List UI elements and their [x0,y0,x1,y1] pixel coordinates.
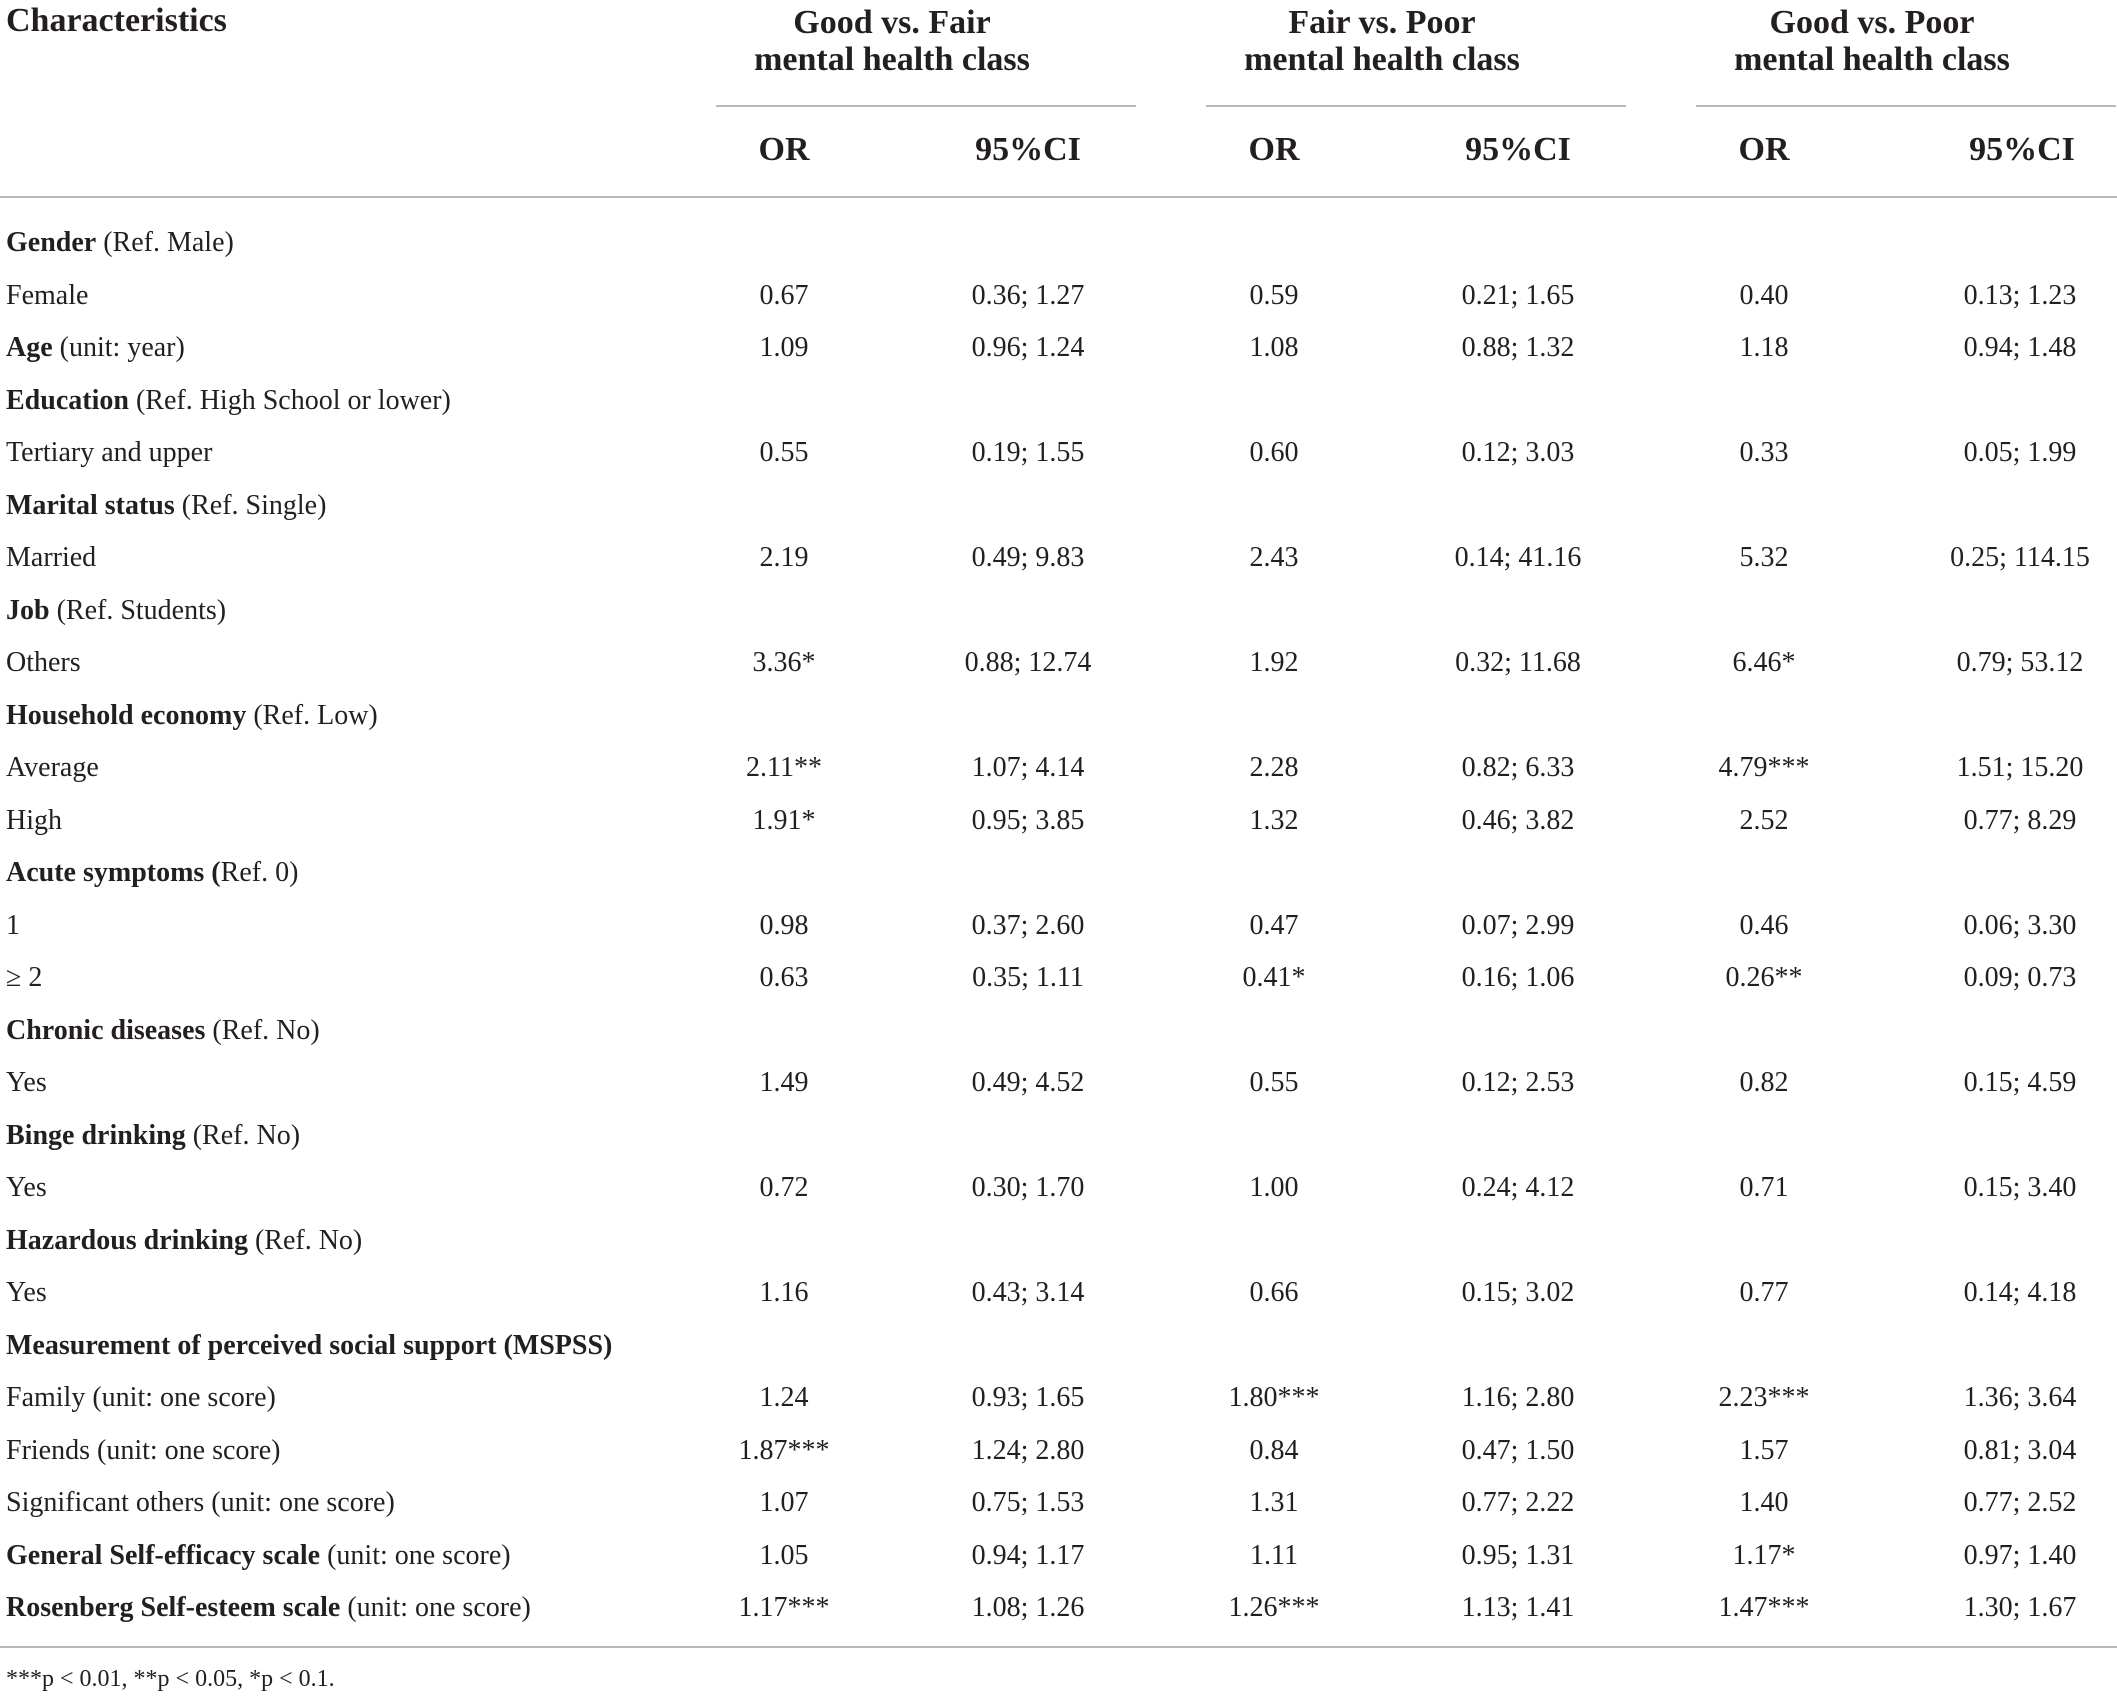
or-value: 0.26** [1725,962,1803,993]
ci-value: 0.21; 1.65 [1461,280,1575,311]
row-label-rest: (unit: one score) [320,1540,511,1571]
row-label: Yes [6,1067,47,1098]
row-label-bold: Hazardous drinking [6,1225,248,1256]
or-value: 0.55 [759,437,809,468]
row-label-bold: Chronic diseases [6,1015,206,1046]
or-value: 1.00 [1249,1172,1299,1203]
group-heading [6,384,451,418]
row-label-rest: (Ref. Single) [174,490,327,521]
or-value: 1.57 [1739,1435,1789,1466]
group-line1: Fair vs. Poor [1288,4,1476,41]
ci-value: 0.79; 53.12 [1956,647,2084,678]
ci-value: 0.09; 0.73 [1963,962,2077,993]
ci-value: 0.75; 1.53 [971,1487,1085,1518]
row-label: Yes [6,1172,47,1203]
group-underline [1206,105,1626,107]
or-value: 0.63 [759,962,809,993]
ci-value: 0.06; 3.30 [1963,910,2077,941]
or-value: 1.18 [1739,332,1789,363]
or-value: 1.09 [759,332,809,363]
ci-value: 0.97; 1.40 [1963,1540,2077,1571]
ci-value: 1.13; 1.41 [1461,1592,1575,1623]
ci-value: 0.12; 2.53 [1461,1067,1575,1098]
header-group-good-vs-poor [1696,4,2048,78]
ci-value: 0.49; 9.83 [971,542,1085,573]
row-label-bold: Marital status [6,490,175,521]
row-label-bold: Rosenberg Self-esteem scale [6,1592,341,1623]
ci-value: 1.36; 3.64 [1963,1382,2077,1413]
group-underline [716,105,1136,107]
row-label-bold: Binge drinking [6,1120,186,1151]
or-value: 2.52 [1739,805,1789,836]
ci-value: 1.30; 1.67 [1963,1592,2077,1623]
header-or: OR [758,131,810,168]
ci-value: 0.81; 3.04 [1963,1435,2077,1466]
row-label: Friends (unit: one score) [6,1435,281,1466]
header-characteristics: Characteristics [6,2,227,39]
group-line1: Good vs. Fair [793,4,991,41]
or-value: 1.32 [1249,805,1299,836]
row-label: ≥ 2 [6,962,43,993]
or-value: 2.43 [1249,542,1299,573]
group-heading [6,1224,362,1258]
row-label-bold: Gender [6,227,97,258]
header-group-fair-vs-poor [1206,4,1558,78]
or-value: 0.59 [1249,280,1299,311]
row-label-rest: (unit: year) [52,332,185,363]
header-ci: 95%CI [1969,131,2075,168]
row-label: Female [6,280,89,311]
ci-value: 0.47; 1.50 [1461,1435,1575,1466]
group-heading [6,1014,320,1048]
ci-value: 0.88; 12.74 [964,647,1092,678]
ci-value: 0.95; 1.31 [1461,1540,1575,1571]
or-value: 0.33 [1739,437,1789,468]
row-label-rest: (Ref. Students) [49,595,227,626]
row-label-rest: (Ref. Male) [96,227,234,258]
ci-value: 0.49; 4.52 [971,1067,1085,1098]
group-line2: mental health class [1734,41,2010,78]
ci-value: 1.08; 1.26 [971,1592,1085,1623]
ci-value: 0.77; 2.22 [1461,1487,1575,1518]
ci-value: 0.05; 1.99 [1963,437,2077,468]
or-value: 1.49 [759,1067,809,1098]
ci-value: 0.43; 3.14 [971,1277,1085,1308]
header-ci: 95%CI [975,131,1081,168]
ci-value: 0.96; 1.24 [971,332,1085,363]
ci-value: 0.46; 3.82 [1461,805,1575,836]
ci-value: 0.94; 1.17 [971,1540,1085,1571]
group-line1: Good vs. Poor [1769,4,1975,41]
or-value: 1.80*** [1228,1382,1320,1413]
group-heading [6,594,226,628]
or-value: 1.11 [1250,1540,1298,1571]
ci-value: 1.07; 4.14 [971,752,1085,783]
ci-value: 0.93; 1.65 [971,1382,1085,1413]
header-group-good-vs-fair [716,4,1068,78]
or-value: 1.47*** [1718,1592,1810,1623]
or-value: 0.55 [1249,1067,1299,1098]
or-value: 1.40 [1739,1487,1789,1518]
row-label-bold: Acute symptoms ( [6,857,221,888]
or-value: 0.46 [1739,910,1789,941]
or-value: 1.92 [1249,647,1299,678]
group-heading [6,226,234,260]
or-value: 4.79*** [1718,752,1810,783]
ci-value: 1.16; 2.80 [1461,1382,1575,1413]
row-label: Family (unit: one score) [6,1382,276,1413]
or-value: 5.32 [1739,542,1789,573]
bottom-rule [0,1646,2117,1648]
row-label-rest: (Ref. High School or lower) [128,385,451,416]
header-ci: 95%CI [1465,131,1571,168]
or-value: 1.05 [759,1540,809,1571]
or-value: 1.87*** [738,1435,830,1466]
or-value: 6.46* [1732,647,1796,678]
row-label: Married [6,542,97,573]
or-value: 2.19 [759,542,809,573]
or-value: 2.23*** [1718,1382,1810,1413]
row-label [6,1539,511,1573]
or-value: 3.36* [752,647,816,678]
group-line2: mental health class [754,41,1030,78]
row-label-bold: Household economy [6,700,247,731]
or-value: 0.66 [1249,1277,1299,1308]
or-value: 1.16 [759,1277,809,1308]
row-label-rest: (Ref. No) [205,1015,320,1046]
or-value: 1.17*** [738,1592,830,1623]
or-value: 1.91* [752,805,816,836]
ci-value: 0.15; 4.59 [1963,1067,2077,1098]
group-underline [1696,105,2116,107]
or-value: 1.26*** [1228,1592,1320,1623]
or-value: 0.84 [1249,1435,1299,1466]
or-value: 0.71 [1739,1172,1789,1203]
ci-value: 0.88; 1.32 [1461,332,1575,363]
row-label-bold: Job [6,595,50,626]
header-or: OR [1248,131,1300,168]
row-label: High [6,805,62,836]
row-label: 1 [6,910,20,941]
or-value: 0.47 [1249,910,1299,941]
ci-value: 0.37; 2.60 [971,910,1085,941]
group-heading [6,1329,612,1363]
row-label [6,331,185,365]
row-label-bold: General Self-efficacy scale [6,1540,321,1571]
ci-value: 0.36; 1.27 [971,280,1085,311]
ci-value: 1.24; 2.80 [971,1435,1085,1466]
ci-value: 0.95; 3.85 [971,805,1085,836]
row-label: Tertiary and upper [6,437,213,468]
or-value: 2.28 [1249,752,1299,783]
group-heading [6,1119,300,1153]
row-label-bold: Measurement of perceived social support (MSPSS) [6,1330,613,1361]
header-rule [0,196,2117,198]
group-line2: mental health class [1244,41,1520,78]
header-or: OR [1738,131,1790,168]
ci-value: 0.13; 1.23 [1963,280,2077,311]
or-value: 2.11** [746,752,822,783]
group-heading [6,699,378,733]
row-label: Yes [6,1277,47,1308]
ci-value: 0.15; 3.40 [1963,1172,2077,1203]
or-value: 1.24 [759,1382,809,1413]
row-label-rest: (unit: one score) [340,1592,531,1623]
ci-value: 0.35; 1.11 [972,962,1084,993]
or-value: 0.72 [759,1172,809,1203]
or-value: 1.31 [1249,1487,1299,1518]
or-value: 1.07 [759,1487,809,1518]
row-label [6,1591,531,1625]
ci-value: 0.16; 1.06 [1461,962,1575,993]
row-label-bold: Education [6,385,129,416]
ci-value: 1.51; 15.20 [1956,752,2084,783]
ci-value: 0.77; 2.52 [1963,1487,2077,1518]
or-value: 0.82 [1739,1067,1789,1098]
or-value: 0.60 [1249,437,1299,468]
ci-value: 0.77; 8.29 [1963,805,2077,836]
group-heading [6,489,326,523]
row-label-rest: Ref. 0) [220,857,299,888]
footnote: ***p < 0.01, **p < 0.05, *p < 0.1. [6,1666,335,1692]
ci-value: 0.30; 1.70 [971,1172,1085,1203]
ci-value: 0.94; 1.48 [1963,332,2077,363]
ci-value: 0.24; 4.12 [1461,1172,1575,1203]
ci-value: 0.32; 11.68 [1455,647,1581,678]
or-value: 0.40 [1739,280,1789,311]
row-label: Others [6,647,81,678]
row-label-rest: (Ref. Low) [246,700,378,731]
ci-value: 0.07; 2.99 [1461,910,1575,941]
ci-value: 0.14; 4.18 [1963,1277,2077,1308]
row-label-bold: Age [6,332,53,363]
row-label: Significant others (unit: one score) [6,1487,395,1518]
ci-value: 0.15; 3.02 [1461,1277,1575,1308]
or-value: 1.17* [1732,1540,1796,1571]
row-label-rest: (Ref. No) [185,1120,301,1151]
or-value: 1.08 [1249,332,1299,363]
ci-value: 0.82; 6.33 [1461,752,1575,783]
or-value: 0.77 [1739,1277,1789,1308]
ci-value: 0.25; 114.15 [1950,542,2090,573]
or-value: 0.67 [759,280,809,311]
row-label-rest: (Ref. No) [247,1225,363,1256]
ci-value: 0.14; 41.16 [1454,542,1582,573]
group-heading [6,856,298,890]
row-label: Average [6,752,99,783]
or-value: 0.98 [759,910,809,941]
ci-value: 0.19; 1.55 [971,437,1085,468]
ci-value: 0.12; 3.03 [1461,437,1575,468]
or-value: 0.41* [1242,962,1306,993]
